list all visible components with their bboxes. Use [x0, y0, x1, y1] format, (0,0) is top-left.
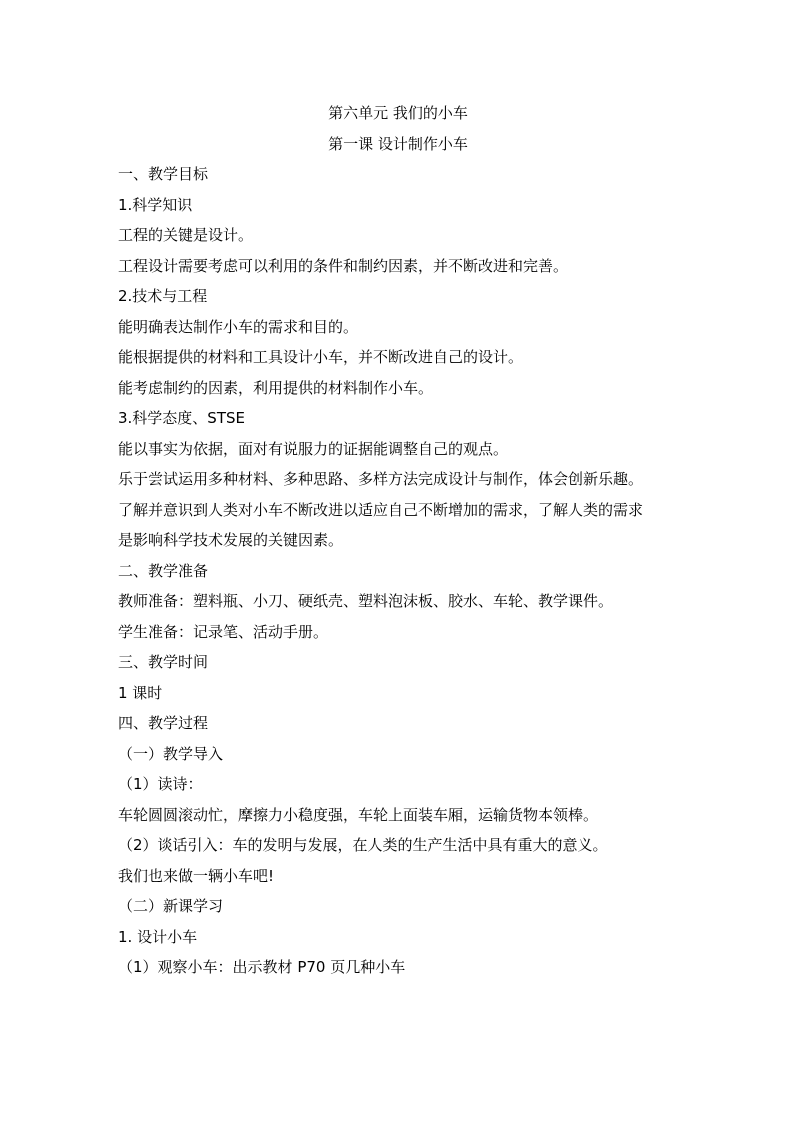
- text-line: 四、教学过程: [118, 714, 209, 732]
- text-line: 1.科学知识: [118, 195, 193, 214]
- unit-title: 第六单元 我们的小车: [328, 104, 468, 122]
- text-line: 能以事实为依据，面对有说服力的证据能调整自己的观点。: [118, 439, 509, 458]
- lesson-title: 第一课 设计制作小车: [328, 134, 468, 153]
- text-line: （1）观察小车：出示教材 P70 页几种小车: [118, 958, 406, 976]
- text-line: 能明确表达制作小车的需求和目的。: [118, 317, 359, 336]
- text-line: 2.技术与工程: [118, 287, 208, 305]
- text-line: 是影响科学技术发展的关键因素。: [118, 531, 344, 549]
- text-line: 了解并意识到人类对小车不断改进以适应自己不断增加的需求，了解人类的需求: [118, 500, 644, 519]
- text-line: 1 课时: [118, 683, 163, 702]
- text-line: 能考虑制约的因素，利用提供的材料制作小车。: [118, 378, 434, 397]
- lesson-content: [118, 159, 678, 983]
- text-line: 教师准备：塑料瓶、小刀、硬纸壳、塑料泡沫板、胶水、车轮、教学课件。: [118, 592, 614, 610]
- text-line: （2）谈话引入：车的发明与发展，在人类的生产生活中具有重大的意义。: [118, 836, 608, 854]
- text-line: 工程的关键是设计。: [118, 226, 254, 244]
- text-line: 工程设计需要考虑可以利用的条件和制约因素，并不断改进和完善。: [118, 256, 569, 275]
- text-line: 乐于尝试运用多种材料、多种思路、多样方法完成设计与制作，体会创新乐趣。: [118, 470, 644, 488]
- text-line: 一、教学目标: [118, 165, 209, 183]
- text-line: 3.科学态度、STSE: [118, 409, 245, 427]
- text-line: （1）读诗：: [118, 775, 203, 793]
- text-line: 车轮圆圆滚动忙，摩擦力小稳度强，车轮上面装车厢，运输货物本领棒。: [118, 805, 599, 824]
- text-line: 学生准备：记录笔、活动手册。: [118, 622, 329, 641]
- text-line: 能根据提供的材料和工具设计小车，并不断改进自己的设计。: [118, 348, 524, 366]
- text-line: （二）新课学习: [118, 897, 224, 915]
- text-line: 我们也来做一辆小车吧!: [118, 866, 275, 885]
- text-line: 二、教学准备: [118, 561, 209, 580]
- text-line: （一）教学导入: [118, 744, 224, 763]
- document-body: [118, 98, 678, 983]
- text-line: 1. 设计小车: [118, 927, 198, 946]
- text-line: 三、教学时间: [118, 653, 209, 671]
